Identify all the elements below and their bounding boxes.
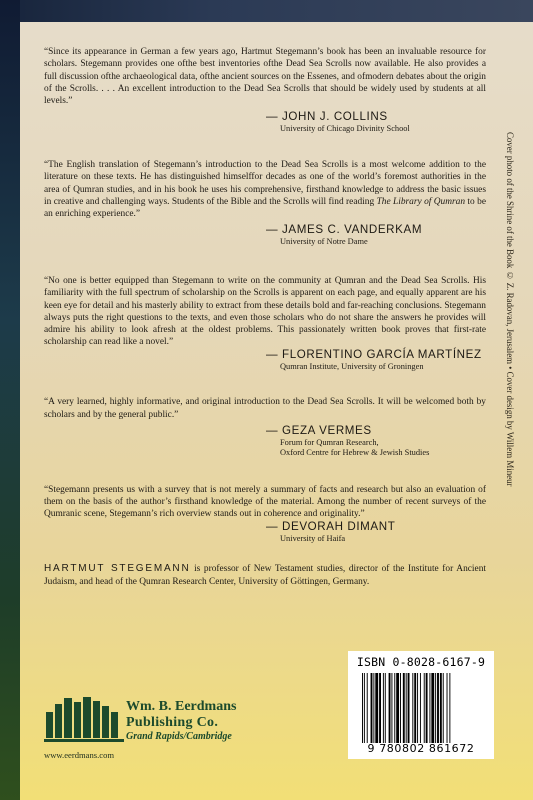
endorser-affiliation: University of Chicago Divinity School [280, 124, 410, 134]
endorsement-collins [44, 46, 486, 135]
barcode-bar [408, 673, 410, 743]
barcode-bar [417, 673, 418, 743]
back-cover-content [44, 46, 486, 588]
author-bio [44, 563, 486, 588]
endorser-name: — FLORENTINO GARCÍA MARTÍNEZ [266, 347, 482, 361]
endorsement-attribution [266, 520, 486, 545]
endorsement-attribution [266, 223, 486, 248]
barcode-bar [391, 673, 392, 743]
barcode-bar [385, 673, 386, 743]
barcode-bar [364, 673, 365, 743]
endorsement-garcia-martinez [44, 275, 486, 372]
barcode-bar [400, 673, 401, 743]
barcode-bar [396, 673, 399, 743]
endorser-name: — JAMES C. VANDERKAM [266, 223, 423, 237]
barcode-bar [435, 673, 436, 743]
endorsement-text: “The English translation of Stegemann’s introduction to the Dead Sea Scrolls is a most welcome addition to the literature on these texts. He has distinguished himselffor decades as one of the world’s foremost authorities in the area of Qumran studies, and in his book he uses his comprehensive, firsthand knowledge to address the basic issues in creative and challenging ways. Students of the Bible and the Scrolls will find reading The Library of Qumran to be an enriching experience.” [44, 159, 486, 220]
barcode-bar [429, 673, 430, 743]
endorser-affiliation-line1: Forum for Qumran Research, [280, 437, 379, 447]
barcode-bar [371, 673, 373, 743]
cover-spine-strip [0, 0, 20, 800]
endorsement-text: “Stegemann presents us with a survey that is not merely a summary of facts and research but also an evaluation of them on the basis of the author’s firsthand knowledge of the material. Among the number of recent surveys of the Qumranic scene, Stegemann’s rich overview stands out in coherence and originality.” [44, 484, 486, 520]
book-title: The Library of Qumran [376, 196, 466, 207]
barcode-bar [379, 673, 381, 743]
author-bio-text: is professor of New Testament studies, director of the Institute for Ancient Judaism, and head of the Qumran Research Center, University of Göttingen, Germany. [44, 564, 486, 587]
barcode-bar [412, 673, 413, 743]
isbn-number: ISBN 0-8028-6167-9 [356, 655, 486, 669]
barcode-bar [389, 673, 391, 743]
endorsement-vanderkam [44, 159, 486, 248]
barcode-bar [449, 673, 450, 743]
cover-credit-vertical: Cover photo of the Shrine of the Book © Z. Radovan, Jerusalem • Cover design by Willem Mineur [505, 132, 515, 487]
barcode-bar [440, 673, 442, 743]
endorsement-dimant [44, 484, 486, 544]
endorsement-attribution [266, 110, 486, 135]
endorser-affiliation: Qumran Institute, University of Groningen [280, 361, 424, 371]
endorsement-text: “A very learned, highly informative, and original introduction to the Dead Sea Scrolls. It will be welcomed both by scholars and by the general public.” [44, 397, 486, 420]
barcode-bar [414, 673, 416, 743]
endorsement-attribution [266, 348, 486, 373]
publisher-logo [44, 688, 259, 744]
endorsement-vermes [44, 396, 486, 459]
cover-top-bar [0, 0, 533, 22]
publisher-name-line2: Publishing Co. [126, 715, 219, 730]
barcode-bar [447, 673, 448, 743]
isbn-barcode-panel [348, 651, 494, 759]
barcode-bar [437, 673, 439, 743]
endorser-name: — DEVORAH DIMANT [266, 519, 396, 533]
endorser-affiliation: University of Notre Dame [280, 237, 368, 247]
barcode-bar [383, 673, 384, 743]
endorser-name: — GEZA VERMES [266, 423, 372, 437]
publisher-website: www.eerdmans.com [44, 750, 115, 760]
endorsement-text: “No one is better equipped than Stegemann to write on the community at Qumran and the Dead Sea Scrolls. His familiarity with the full spectrum of scholarship on the Scrolls is apparent on each page, and equally apparent are his keen eye for detail and his masterly ability to extract from these details bold and far-reaching conclusions. Stegemann always puts the right questions to the texts, and even those scholars who do not share the answers he provides will admire his ability to look afresh at the oldest problems. This passionately written book proves that first-rate scholarship can read like a novel.” [44, 275, 486, 348]
barcode-digits: 9 780802 861672 [367, 742, 475, 755]
barcode-bar [403, 673, 405, 743]
publisher-name-line1: Wm. B. Eerdmans [126, 699, 237, 714]
barcode-graphic [362, 673, 480, 743]
publisher-location: Grand Rapids/Cambridge [126, 731, 232, 742]
barcode-bar [431, 673, 434, 743]
barcode-bar [426, 673, 428, 743]
barcode-bar [406, 673, 407, 743]
barcode-bar [394, 673, 395, 743]
barcode-bar [420, 673, 421, 743]
endorsement-attribution [266, 424, 486, 459]
books-icon [44, 688, 124, 744]
endorsement-text: “Since its appearance in German a few years ago, Hartmut Stegemann’s book has been an invaluable resource for scholars. Stegemann provides one ofthe best inventories ofthe Dead Sea Scrolls now available. He also provides a full discussion ofthe archaeological data, ofthe ancient sources on the Essenes, and ofmodern debates about the origin of the Scrolls. . . . An excellent introduction to the Dead Sea Scrolls that should be widely used by students at all levels.” [44, 47, 486, 107]
barcode-bar [443, 673, 444, 743]
endorser-name: — JOHN J. COLLINS [266, 110, 388, 124]
endorser-affiliation-line2: Oxford Centre for Hebrew & Jewish Studies [280, 448, 430, 458]
barcode-bar [373, 673, 374, 743]
barcode-bar [424, 673, 425, 743]
endorser-affiliation: University of Haifa [280, 533, 346, 543]
barcode-bar [375, 673, 378, 743]
author-name: HARTMUT STEGEMANN [44, 563, 191, 575]
barcode-bar [367, 673, 368, 743]
barcode-bar [362, 673, 363, 743]
